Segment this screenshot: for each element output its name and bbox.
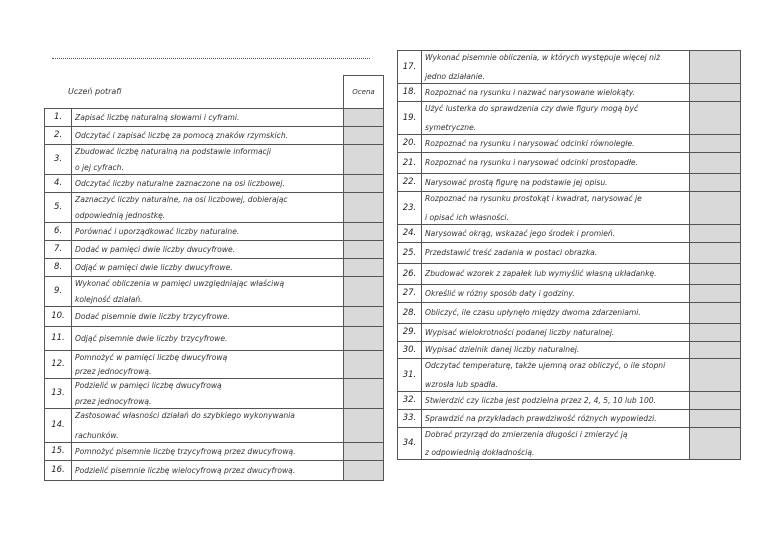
item-number: 27. bbox=[398, 285, 422, 303]
criteria-row bbox=[45, 277, 384, 307]
item-description-line: symetryczne. bbox=[425, 123, 477, 133]
item-number: 13. bbox=[45, 379, 72, 409]
item-number: 12. bbox=[45, 351, 72, 379]
criteria-row bbox=[45, 259, 384, 277]
item-description bbox=[72, 193, 344, 223]
item-number: 29. bbox=[398, 324, 422, 342]
criteria-row bbox=[398, 135, 741, 153]
item-description-line: Stwierdzić czy liczba jest podzielna przez 2, 4, 5, 10 lub 100. bbox=[425, 395, 657, 405]
grade-cell[interactable] bbox=[690, 285, 741, 303]
item-description-line: Zapisać liczbę naturalną słowami i cyframi. bbox=[75, 112, 240, 122]
item-description bbox=[72, 409, 344, 443]
grade-cell[interactable] bbox=[690, 102, 741, 135]
criteria-row bbox=[398, 192, 741, 225]
item-description bbox=[422, 359, 690, 392]
grade-cell[interactable] bbox=[690, 264, 741, 285]
criteria-row bbox=[398, 84, 741, 102]
item-number: 17. bbox=[398, 51, 422, 84]
grade-cell[interactable] bbox=[344, 175, 384, 193]
item-description-line: Wypisać wielokrotności podanej liczby naturalnej. bbox=[425, 327, 615, 337]
grade-cell[interactable] bbox=[344, 351, 384, 379]
item-description-line: o jej cyfrach. bbox=[75, 163, 124, 173]
item-description bbox=[422, 392, 690, 410]
item-description-line: Określić w różny sposób daty i godziny. bbox=[425, 288, 575, 298]
grade-cell[interactable] bbox=[344, 277, 384, 307]
item-description bbox=[422, 51, 690, 84]
item-description-line: Narysować okrąg, wskazać jego środek i promień. bbox=[425, 228, 616, 238]
item-description bbox=[72, 127, 344, 145]
criteria-row bbox=[45, 327, 384, 351]
item-description bbox=[422, 102, 690, 135]
criteria-row bbox=[45, 241, 384, 259]
criteria-row bbox=[398, 243, 741, 264]
item-number: 32. bbox=[398, 392, 422, 410]
item-description-line: Narysować prostą figurę na podstawie jej opisu. bbox=[425, 177, 608, 187]
item-description-line: rachunków. bbox=[75, 431, 119, 441]
item-description bbox=[422, 342, 690, 359]
item-description-line: wzrosła lub spadła. bbox=[425, 380, 498, 390]
item-description bbox=[72, 327, 344, 351]
item-number: 9. bbox=[45, 277, 72, 307]
item-number: 1. bbox=[45, 109, 72, 127]
grade-cell[interactable] bbox=[690, 51, 741, 84]
item-description-line: Przedstawić treść zadania w postaci obrazka. bbox=[425, 248, 598, 258]
grade-cell[interactable] bbox=[344, 461, 384, 481]
item-description-line: Zbudować wzorek z zapałek lub wymyślić własną układankę. bbox=[425, 269, 657, 279]
grade-cell[interactable] bbox=[690, 153, 741, 174]
item-description bbox=[72, 109, 344, 127]
grade-cell[interactable] bbox=[690, 225, 741, 243]
criteria-row bbox=[45, 193, 384, 223]
item-description-line: Użyć lusterka do sprawdzenia czy dwie figury mogą być bbox=[425, 103, 639, 113]
criteria-row bbox=[398, 359, 741, 392]
item-description-line: Sprawdzić na przykładach prawdziwość różnych wypowiedzi. bbox=[425, 413, 657, 423]
grade-cell[interactable] bbox=[690, 243, 741, 264]
grade-cell[interactable] bbox=[690, 84, 741, 102]
item-description-line: przez jednocyfrową. bbox=[75, 397, 152, 407]
item-description-line: Odjąć pisemnie dwie liczby trzycyfrowe. bbox=[75, 333, 228, 343]
item-description-line: Podzielić pisemnie liczbę wielocyfrową przez dwucyfrową. bbox=[75, 465, 296, 475]
criteria-row bbox=[45, 175, 384, 193]
grade-cell[interactable] bbox=[344, 127, 384, 145]
item-description-line: jedno działanie. bbox=[425, 72, 485, 82]
item-description-line: Wypisać dzielnik danej liczby naturalnej. bbox=[425, 345, 580, 355]
grade-cell[interactable] bbox=[344, 223, 384, 241]
criteria-row bbox=[398, 102, 741, 135]
item-number: 28. bbox=[398, 303, 422, 324]
item-description bbox=[72, 175, 344, 193]
item-description-line: i opisać ich własności. bbox=[425, 213, 509, 223]
grade-cell[interactable] bbox=[690, 410, 741, 428]
student-name-line bbox=[52, 52, 370, 59]
criteria-row bbox=[398, 428, 741, 460]
criteria-row bbox=[45, 109, 384, 127]
item-description bbox=[72, 259, 344, 277]
item-number: 8. bbox=[45, 259, 72, 277]
criteria-row bbox=[398, 410, 741, 428]
grade-cell[interactable] bbox=[344, 379, 384, 409]
item-description-line: Dodać w pamięci dwie liczby dwucyfrowe. bbox=[75, 244, 236, 254]
item-description-line: Podzielić w pamięci liczbę dwucyfrową bbox=[75, 380, 222, 390]
criteria-row bbox=[45, 351, 384, 379]
item-description-line: Wykonać pisemnie obliczenia, w których występuje więcej niż bbox=[425, 52, 661, 62]
grade-cell[interactable] bbox=[690, 428, 741, 460]
item-description-line: Pomnożyć pisemnie liczbę trzycyfrową przez dwucyfrową. bbox=[75, 446, 296, 456]
item-description bbox=[422, 264, 690, 285]
uczen-potrafi-label: Uczeń potrafi bbox=[68, 87, 122, 96]
left-header-row bbox=[45, 76, 384, 109]
criteria-row bbox=[398, 153, 741, 174]
right-criteria-table bbox=[397, 50, 741, 460]
grade-cell[interactable] bbox=[344, 193, 384, 223]
item-number: 23. bbox=[398, 192, 422, 225]
item-description-line: Rozpoznać na rysunku i narysować odcinki równoległe. bbox=[425, 138, 635, 148]
item-description bbox=[422, 285, 690, 303]
item-number: 26. bbox=[398, 264, 422, 285]
grade-cell[interactable] bbox=[690, 342, 741, 359]
item-description bbox=[422, 135, 690, 153]
item-description bbox=[422, 84, 690, 102]
criteria-row bbox=[398, 342, 741, 359]
item-description-line: Zastosować własności działań do szybkiego wykonywania bbox=[75, 410, 295, 420]
grade-cell[interactable] bbox=[344, 259, 384, 277]
item-description bbox=[422, 153, 690, 174]
grade-cell[interactable] bbox=[344, 145, 384, 175]
item-description bbox=[72, 223, 344, 241]
item-description-line: z odpowiednią dokładnością. bbox=[425, 448, 535, 458]
item-number: 2. bbox=[45, 127, 72, 145]
item-number: 33. bbox=[398, 410, 422, 428]
item-description-line: odpowiednią jednostkę. bbox=[75, 211, 166, 221]
item-description bbox=[422, 192, 690, 225]
item-number: 4. bbox=[45, 175, 72, 193]
item-description bbox=[72, 307, 344, 327]
item-number: 22. bbox=[398, 174, 422, 192]
item-description bbox=[422, 303, 690, 324]
item-description bbox=[72, 443, 344, 461]
item-description bbox=[422, 243, 690, 264]
criteria-row bbox=[45, 307, 384, 327]
item-description bbox=[72, 241, 344, 259]
criteria-row bbox=[45, 145, 384, 175]
item-description bbox=[422, 324, 690, 342]
item-description bbox=[422, 428, 690, 460]
criteria-row bbox=[398, 303, 741, 324]
item-description-line: Rozpoznać na rysunku prostokąt i kwadrat, narysować je bbox=[425, 193, 642, 203]
item-description-line: Odczytać liczby naturalne zaznaczone na osi liczbowej. bbox=[75, 178, 285, 188]
item-number: 15. bbox=[45, 443, 72, 461]
item-description-line: Wykonać obliczenia w pamięci uwzględniając właściwą bbox=[75, 278, 285, 288]
item-description-line: Pomnożyć w pamięci liczbę dwucyfrową bbox=[75, 352, 228, 362]
criteria-row bbox=[45, 409, 384, 443]
item-number: 30. bbox=[398, 342, 422, 359]
grade-cell[interactable] bbox=[344, 307, 384, 327]
item-number: 16. bbox=[45, 461, 72, 481]
item-description bbox=[72, 379, 344, 409]
criteria-row bbox=[398, 324, 741, 342]
left-criteria-table bbox=[44, 75, 384, 481]
grade-cell[interactable] bbox=[690, 135, 741, 153]
item-number: 19. bbox=[398, 102, 422, 135]
grade-cell[interactable] bbox=[690, 174, 741, 192]
item-description-line: Zbudować liczbę naturalną na podstawie informacji bbox=[75, 146, 272, 156]
item-description bbox=[72, 277, 344, 307]
grade-cell[interactable] bbox=[690, 303, 741, 324]
item-number: 6. bbox=[45, 223, 72, 241]
item-number: 34. bbox=[398, 428, 422, 460]
criteria-row bbox=[45, 223, 384, 241]
item-number: 24. bbox=[398, 225, 422, 243]
item-number: 21. bbox=[398, 153, 422, 174]
item-description-line: przez jednocyfrową. bbox=[75, 367, 152, 377]
grade-cell[interactable] bbox=[690, 324, 741, 342]
ocena-header: Ocena bbox=[344, 76, 384, 109]
item-number: 20. bbox=[398, 135, 422, 153]
item-description-line: Dobrać przyrząd do zmierzenia długości i zmierzyć ją bbox=[425, 429, 628, 439]
grade-cell[interactable] bbox=[690, 359, 741, 392]
item-description-line: Porównać i uporządkować liczby naturalne. bbox=[75, 226, 240, 236]
item-number: 14. bbox=[45, 409, 72, 443]
item-description-line: Odczytać temperaturę, także ujemną oraz obliczyć, o ile stopni bbox=[425, 360, 666, 370]
criteria-row bbox=[45, 461, 384, 481]
item-number: 10. bbox=[45, 307, 72, 327]
item-number: 31. bbox=[398, 359, 422, 392]
grade-cell[interactable] bbox=[344, 327, 384, 351]
criteria-row bbox=[45, 127, 384, 145]
item-description-line: Odjąć w pamięci dwie liczby dwucyfrowe. bbox=[75, 262, 233, 272]
criteria-row bbox=[398, 264, 741, 285]
item-number: 7. bbox=[45, 241, 72, 259]
grade-cell[interactable] bbox=[690, 192, 741, 225]
grade-cell[interactable] bbox=[344, 109, 384, 127]
grade-cell[interactable] bbox=[344, 241, 384, 259]
criteria-row bbox=[398, 285, 741, 303]
item-number: 5. bbox=[45, 193, 72, 223]
criteria-row bbox=[398, 51, 741, 84]
item-number: 11. bbox=[45, 327, 72, 351]
criteria-row bbox=[45, 443, 384, 461]
grade-cell[interactable] bbox=[690, 392, 741, 410]
criteria-row bbox=[398, 392, 741, 410]
item-number: 18. bbox=[398, 84, 422, 102]
item-description bbox=[72, 351, 344, 379]
item-description bbox=[422, 174, 690, 192]
grade-cell[interactable] bbox=[344, 409, 384, 443]
item-description-line: Obliczyć, ile czasu upłynęło między dwoma zdarzeniami. bbox=[425, 308, 641, 318]
item-description-line: Odczytać i zapisać liczbę za pomocą znaków rzymskich. bbox=[75, 130, 289, 140]
criteria-row bbox=[398, 174, 741, 192]
item-description bbox=[72, 461, 344, 481]
item-description bbox=[422, 410, 690, 428]
item-description-line: Rozpoznać na rysunku i narysować odcinki prostopadłe. bbox=[425, 158, 638, 168]
item-number: 25. bbox=[398, 243, 422, 264]
item-description bbox=[72, 145, 344, 175]
item-description-line: Zaznaczyć liczby naturalne, na osi liczbowej, dobierając bbox=[75, 194, 288, 204]
item-description bbox=[422, 225, 690, 243]
grade-cell[interactable] bbox=[344, 443, 384, 461]
item-number: 3. bbox=[45, 145, 72, 175]
item-description-line: Rozpoznać na rysunku i nazwać narysowane wielokąty. bbox=[425, 87, 636, 97]
criteria-row bbox=[45, 379, 384, 409]
item-description-line: kolejność działań. bbox=[75, 295, 143, 305]
criteria-row bbox=[398, 225, 741, 243]
item-description-line: Dodać pisemnie dwie liczby trzycyfrowe. bbox=[75, 311, 230, 321]
